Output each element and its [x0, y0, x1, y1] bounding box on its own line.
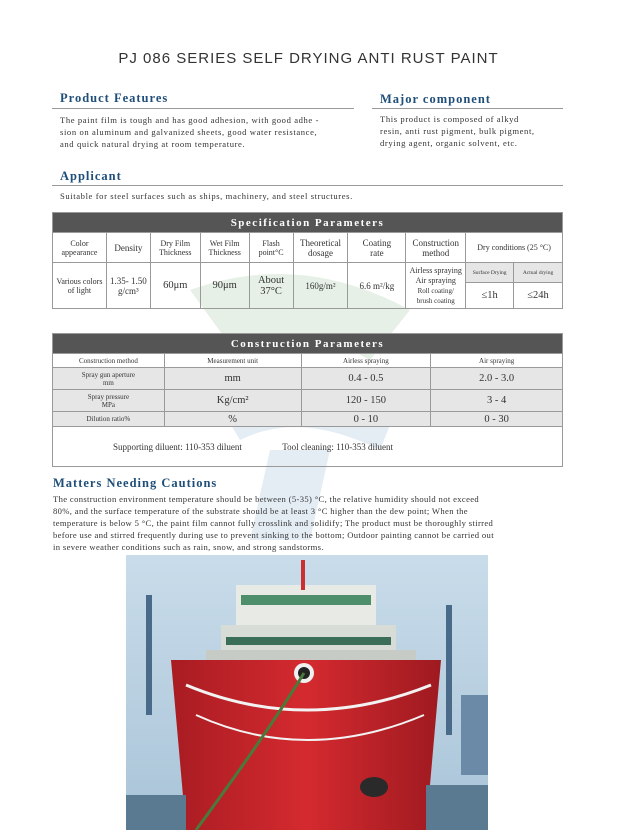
- cautions-line: The construction environment temperature should be between (5-35) °C, the relative humidity should not exceed: [53, 494, 480, 504]
- construction-header-airless: Airless spraying: [301, 354, 431, 368]
- spec-header-theoretical: Theoretical dosage: [293, 233, 348, 263]
- construction-row-unit: Kg/cm²: [164, 390, 301, 412]
- applicant-heading: Applicant: [60, 169, 122, 183]
- product-features-line: The paint film is tough and has good adhesion, with good adhe -: [60, 115, 320, 125]
- spec-header-surface-drying: Surface Drying: [466, 263, 514, 283]
- construction-row-label: Dilution ratio%: [53, 412, 165, 427]
- table-row: [53, 390, 563, 412]
- major-component-line: This product is composed of alkyd: [380, 114, 519, 124]
- spec-header-wet-film: Wet Film Thickness: [200, 233, 249, 263]
- cautions-line: in severe weather conditions such as rain, snow, and strong sandstorms.: [53, 542, 324, 552]
- cautions-line: 80%, and the surface temperature of the substrate should be at least 3 °C higher than the dew point; When the: [53, 506, 468, 516]
- applicant-text: Suitable for steel surfaces such as ships, machinery, and steel structures.: [60, 191, 353, 201]
- spec-table: [52, 212, 563, 309]
- spec-header-actual-drying: Actual drying: [514, 263, 563, 283]
- construction-row-label: Spray gun aperture mm: [53, 368, 165, 390]
- product-features-heading: Product Features: [60, 91, 169, 105]
- major-component-heading: Major component: [380, 92, 491, 106]
- construction-row-airless: 120 - 150: [301, 390, 431, 412]
- page-title: PJ 086 SERIES SELF DRYING ANTI RUST PAINT: [118, 50, 499, 67]
- spec-header-construction: Construction method: [406, 233, 466, 263]
- applicant-rule: [52, 185, 563, 186]
- construction-header-air: Air spraying: [431, 354, 563, 368]
- product-features-line: and quick natural drying at room temperature.: [60, 139, 246, 149]
- spec-header-dry-film: Dry Film Thickness: [150, 233, 200, 263]
- spec-value-flash: About 37°C: [249, 263, 293, 309]
- construction-row-unit: mm: [164, 368, 301, 390]
- spec-header-dry-conditions: Dry conditions (25 °C): [466, 233, 563, 263]
- spec-value-wet-film: 90μm: [200, 263, 249, 309]
- ship-photo: [126, 555, 488, 830]
- spec-value-density: 1.35- 1.50 g/cm³: [106, 263, 150, 309]
- diluent-note: [53, 427, 563, 467]
- major-component-rule: [372, 108, 563, 109]
- table-row: [53, 368, 563, 390]
- construction-row-unit: %: [164, 412, 301, 427]
- tool-cleaning: Tool cleaning: 110-353 diluent: [282, 441, 394, 452]
- spec-value-color: Various colors of light: [53, 263, 107, 309]
- spec-value-construction: Airless spraying Air spraying Roll coating/ brush coating: [406, 263, 466, 309]
- spec-header-color: Color appearance: [53, 233, 107, 263]
- cautions-line: temperature is below 5 °C, the paint film cannot fully crosslink and solidify; The product must be thoroughly stirred: [53, 518, 494, 528]
- construction-row-airless: 0 - 10: [301, 412, 431, 427]
- major-component-line: resin, anti rust pigment, bulk pigment,: [380, 126, 535, 136]
- major-component-line: drying agent, organic solvent, etc.: [380, 138, 518, 148]
- spec-value-actual-drying: ≤24h: [514, 283, 563, 309]
- spec-value-coating: 6.6 m²/kg: [348, 263, 406, 309]
- construction-row-air: 2.0 - 3.0: [431, 368, 563, 390]
- spec-header-coating: Coating rate: [348, 233, 406, 263]
- construction-row-airless: 0.4 - 0.5: [301, 368, 431, 390]
- construction-header-method: Construction method: [53, 354, 165, 368]
- construction-header-unit: Measurement unit: [164, 354, 301, 368]
- cautions-text: [53, 493, 568, 553]
- product-features-line: sion on aluminum and galvanized sheets, good water resistance,: [60, 127, 318, 137]
- spec-table-title: Specification Parameters: [53, 213, 563, 233]
- cautions-heading: Matters Needing Cautions: [53, 476, 218, 490]
- spec-header-flash: Flash point°C: [249, 233, 293, 263]
- product-features-text: [60, 114, 350, 150]
- spec-header-density: Density: [106, 233, 150, 263]
- construction-row-air: 3 - 4: [431, 390, 563, 412]
- spec-value-dry-film: 60μm: [150, 263, 200, 309]
- spec-value-surface-drying: ≤1h: [466, 283, 514, 309]
- construction-row-air: 0 - 30: [431, 412, 563, 427]
- product-features-rule: [52, 108, 354, 109]
- supporting-diluent: Supporting diluent: 110-353 diluent: [113, 441, 242, 452]
- major-component-text: [380, 113, 565, 149]
- table-row: [53, 412, 563, 427]
- construction-row-label: Spray pressure MPa: [53, 390, 165, 412]
- spec-value-theoretical: 160g/m²: [293, 263, 348, 309]
- construction-table: [52, 333, 563, 467]
- construction-table-title: Construction Parameters: [53, 334, 563, 354]
- cautions-line: before use and stirred frequently during use to prevent sinking to the bottom; Outdoor painting cannot be carried out: [53, 530, 494, 540]
